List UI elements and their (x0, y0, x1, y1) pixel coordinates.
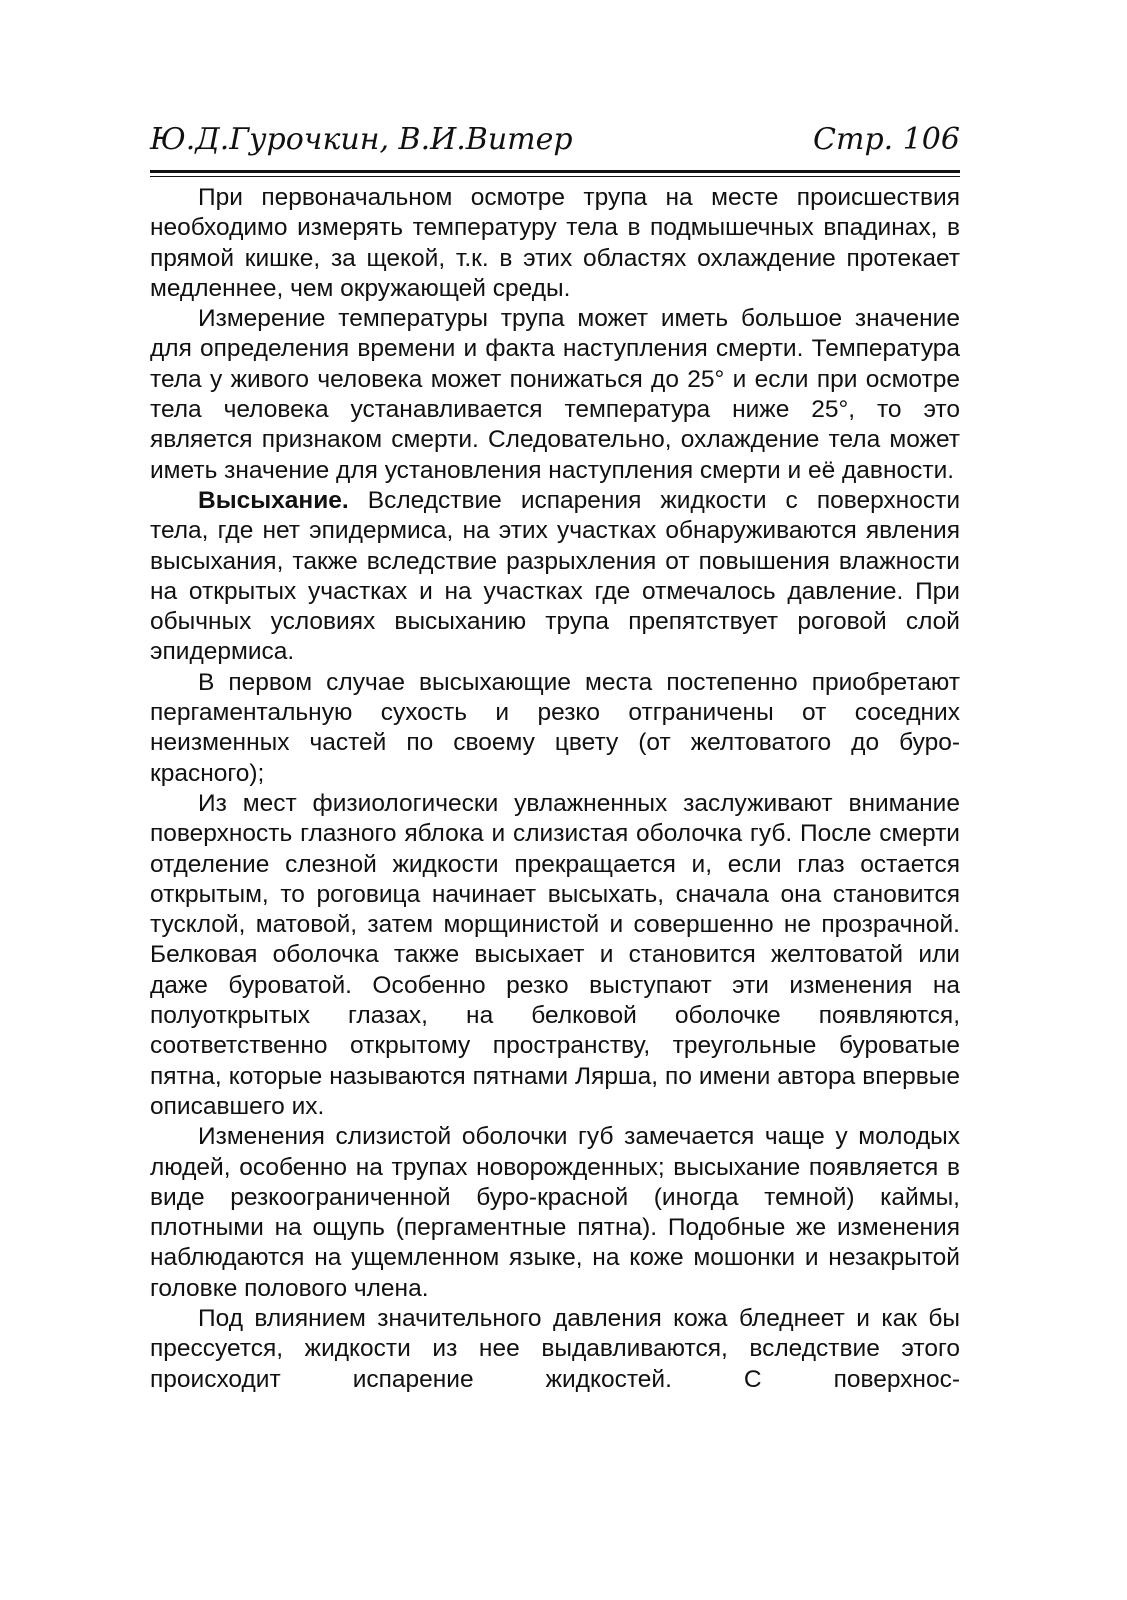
paragraph (150, 668, 960, 789)
paragraph-text: При первоначальном осмотре трупа на месте происшествия необходимо измерять температуру тела в подмышечных впадинах, в прямой кишке, за щекой, т.к. в этих областях охлаждение протекает медленнее, чем окружающей среды. (150, 184, 960, 302)
paragraph (150, 1304, 960, 1395)
running-header (150, 122, 960, 166)
paragraph-text: Из мест физиологически увлажненных заслуживают внимание поверхность глазного яблока и слизистая оболочка губ. После смерти отделение слезной жидкости прекращается и, если глаз остается открытым, то роговица начинает высыхать, сначала она становится тусклой, матовой, затем морщинистой и совершенно не прозрачной. Белковая оболочка также высыхает и становится желтоватой или даже буроватой. Особенно резко выступают эти изменения на полуоткрытых глазах, на белковой оболочке появляются, соответственно открытому пространству, треугольные буроватые пятна, которые называются пятнами Лярша, по имени автора впервые описавшего их. (150, 789, 960, 1120)
paragraph-text: Измерение температуры трупа может иметь большое значение для определения времени и факта наступления смерти. Температура тела у живого человека может понижаться до 25° и если при осмотре тела человека устанавливается температура ниже 25°, то это является признаком смерти. Следовательно, охлаждение тела может иметь значение для установления наступления смерти и её давности. (150, 305, 960, 484)
paragraph (150, 183, 960, 304)
paragraph-text: Вследствие испарения жидкости с поверхности тела, где нет эпидермиса, на этих участках обнаруживаются явления высыхания, также вследствие разрыхления от повышения влажности на открытых участках и на участках где отмечалось давление. При обычных условиях высыханию трупа препятствует роговой слой эпидермиса. (150, 486, 960, 666)
header-page-number: Стр. 106 (813, 122, 960, 157)
paragraph-lead: Высыхание. (198, 486, 349, 514)
paragraph-text: Под влиянием значительного давления кожа бледнеет и как бы прессуется, жидкости из нее выдавливаются, вследствие этого происходит испарение жидкостей. С поверхнос- (150, 1304, 960, 1393)
paragraph (150, 789, 960, 1122)
paragraph (150, 486, 960, 668)
paragraph-text: Изменения слизистой оболочки губ замечается чаще у молодых людей, особенно на трупах новорожденных; высыхание появляется в виде резкоограниченной буро-красной (иногда темной) каймы, плотными на ощупь (пергаментные пятна). Подобные же изменения наблюдаются на ущемленном языке, на коже мошонки и незакрытой головке полового члена. (150, 1123, 960, 1302)
paragraph (150, 1122, 960, 1304)
body-text (150, 183, 960, 1395)
header-rule-thick (150, 170, 960, 173)
header-authors: Ю.Д.Гурочкин, В.И.Витер (150, 122, 573, 157)
header-rule-thin (150, 176, 960, 177)
paragraph (150, 304, 960, 486)
paragraph-text: В первом случае высыхающие места постепенно приобретают пергаментальную сухость и резко отграничены от соседних неизменных частей по своему цвету (от желтоватого до буро-красного); (150, 668, 960, 787)
